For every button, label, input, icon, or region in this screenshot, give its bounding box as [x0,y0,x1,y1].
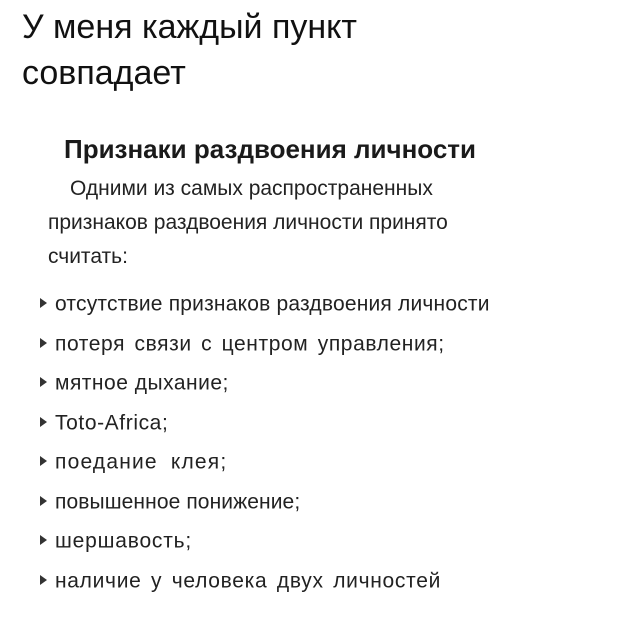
list-item [40,403,636,443]
list-item-text: шершавость; [55,529,193,553]
list-item-text: наличие у человека двух личностей [55,569,442,593]
intro-line-1 [48,172,628,206]
symptoms-list [40,284,636,600]
caption-line-2: совпадает [22,54,186,92]
article-title: Признаки раздвоения личности [64,134,477,164]
bullet-icon [40,298,47,308]
bullet-icon [40,456,47,466]
list-item [40,442,636,482]
list-item [40,284,636,324]
bullet-icon [40,575,47,585]
list-item [40,363,636,403]
list-item-text: мятное дыхание; [55,371,229,395]
list-item [40,561,636,601]
article-intro [48,172,628,274]
article-card [40,128,636,636]
list-item [40,324,636,364]
intro-line-3: считать: [48,245,128,268]
caption-line-1: У меня каждый пункт [22,8,357,46]
bullet-icon [40,535,47,545]
list-item-text: поедание клея; [55,450,228,474]
list-item-text: потеря связи с центром управления; [55,332,445,356]
list-item [40,482,636,522]
list-item-text: Toto-Africa; [55,411,169,435]
intro-line-1-text: Одними из самых распространенных [70,177,433,200]
post-caption [22,4,622,96]
list-item [40,521,636,561]
bullet-icon [40,496,47,506]
bullet-icon [40,417,47,427]
intro-line-2: признаков раздвоения личности принято [48,211,448,234]
bullet-icon [40,377,47,387]
bullet-icon [40,338,47,348]
list-item-text: отсутствие признаков раздвоения личности [55,292,490,316]
list-item-text: повышенное понижение; [55,490,301,514]
